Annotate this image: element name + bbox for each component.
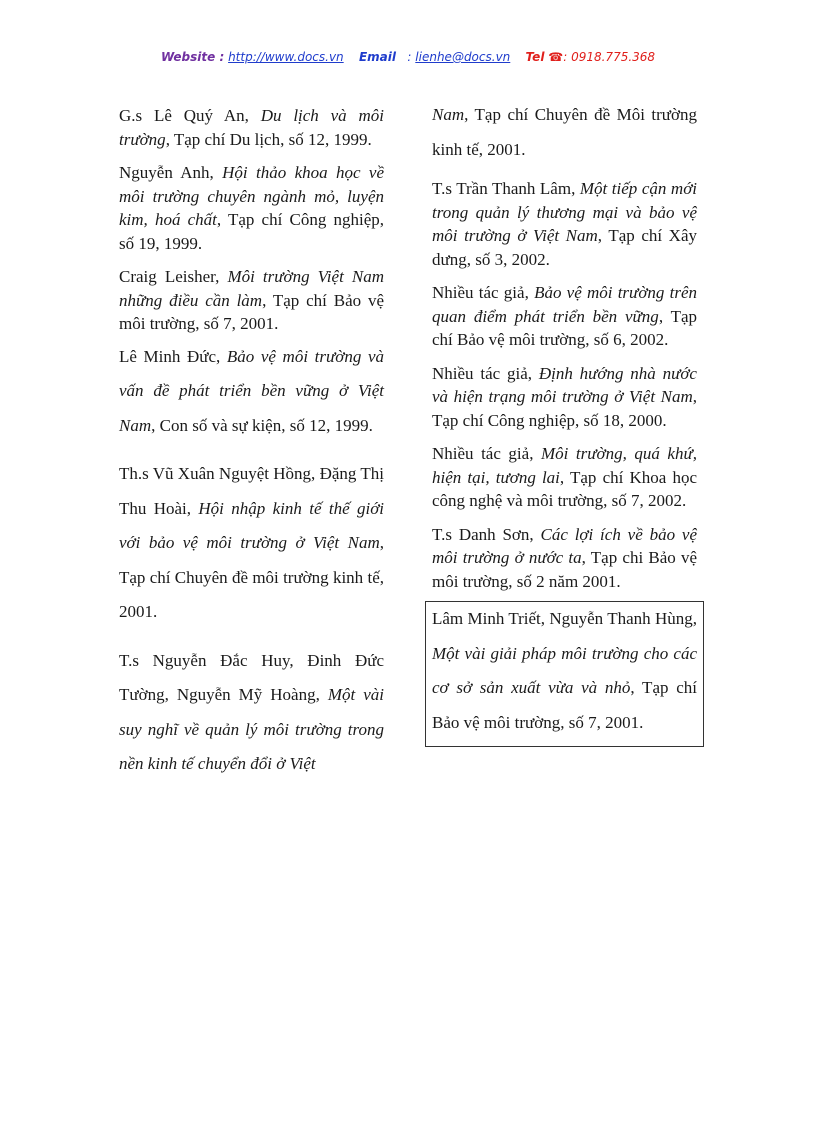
- entry-source: , Tạp chí Bảo vệ môi trường, số 6, 2002.: [432, 306, 697, 349]
- entry-source: , Con số và sự kiện, số 12, 1999.: [151, 415, 373, 435]
- entry-title: Một vài suy nghĩ về quản lý môi trường trong nền kinh tế chuyển đổi ở Việt: [119, 685, 384, 773]
- email-separator: :: [407, 50, 412, 64]
- entry-author: T.s Danh Sơn,: [432, 524, 541, 544]
- reference-entry: [119, 104, 384, 151]
- tel-label: Tel: [525, 50, 545, 64]
- entry-title: Du lịch và môi trường: [119, 106, 384, 149]
- entry-title: Một vài giải pháp môi trường cho các cơ sở sản xuất vừa và nhỏ: [432, 643, 697, 697]
- website-link[interactable]: http://www.docs.vn: [228, 50, 344, 64]
- highlighted-reference-box: [425, 601, 704, 747]
- entry-source: , Tạp chi Bảo vệ môi trường, số 2 năm 2001.: [432, 548, 698, 591]
- entry-title: Một tiếp cận mới trong quản lý thương mại và bảo vệ môi trường ở Việt Nam: [432, 179, 697, 245]
- reference-entry: [119, 161, 384, 255]
- entry-source: , Tạp chí Chuyên đề môi trường kinh tế, 2001.: [119, 533, 384, 621]
- entry-author: Craig Leisher,: [119, 267, 228, 286]
- entry-source: , Tạp chí Bảo vệ môi trường, số 7, 2001.: [432, 678, 697, 732]
- entry-title: Các lợi ích về bảo vệ môi trường ở nước ta: [432, 524, 697, 567]
- reference-entry: [432, 602, 697, 740]
- website-label: Website :: [160, 50, 225, 64]
- reference-entry: [119, 340, 384, 444]
- entry-author: G.s Lê Quý An,: [119, 106, 261, 125]
- entry-source: , Tạp chí Khoa học công nghệ và môi trường, số 7, 2002.: [432, 467, 698, 510]
- reference-entry: [432, 281, 697, 352]
- reference-entry-continued: [432, 98, 697, 167]
- tel-value: : 0918.775.368: [563, 50, 656, 64]
- email-label: Email: [358, 50, 396, 64]
- entry-author: Lê Minh Đức,: [119, 346, 227, 366]
- entry-title: Bảo vệ môi trường và vấn đề phát triển bền vững ở Việt Nam: [119, 346, 384, 435]
- entry-author: Nhiều tác giả,: [432, 283, 535, 302]
- phone-icon: ☎: [548, 50, 564, 64]
- entry-title: Nam: [432, 105, 465, 124]
- left-column: [119, 104, 384, 796]
- email-link[interactable]: lienhe@docs.vn: [415, 50, 511, 64]
- page-header: [0, 50, 816, 64]
- reference-entry: [119, 644, 384, 782]
- entry-title: Định hướng nhà nước và hiện trạng môi trường ở Việt Nam: [432, 363, 697, 406]
- entry-title: Hội nhập kinh tế thế giới với bảo vệ môi trường ở Việt Nam: [119, 498, 384, 552]
- entry-source: , Tạp chí Chuyên đề Môi trường kinh tế, 2001.: [432, 105, 697, 159]
- reference-entry: [119, 457, 384, 630]
- reference-entry: [119, 265, 384, 336]
- entry-title: Hội thảo khoa học về môi trường chuyên ngành mỏ, luyện kim, hoá chất: [119, 163, 384, 229]
- reference-entry: [432, 362, 697, 433]
- reference-entry: [432, 177, 697, 271]
- entry-title: Môi trường, quá khứ, hiện tại, tương lai: [432, 444, 697, 487]
- entry-source: , Tạp chí Xây dưng, số 3, 2002.: [432, 226, 697, 269]
- entry-author: Nguyễn Anh,: [119, 163, 223, 182]
- entry-source: , Tạp chí Công nghiệp, số 18, 2000.: [432, 387, 697, 430]
- reference-entry: [432, 523, 697, 594]
- entry-author: T.s Nguyễn Đắc Huy, Đinh Đức Tường, Nguyễn Mỹ Hoàng,: [119, 650, 384, 704]
- entry-author: Nhiều tác giả,: [432, 363, 539, 383]
- reference-entry: [432, 442, 697, 513]
- entry-source: , Tạp chí Công nghiệp, số 19, 1999.: [119, 210, 384, 253]
- entry-title: Bảo vệ môi trường trên quan điểm phát triển bền vững: [432, 283, 697, 326]
- entry-author: Nhiều tác giả,: [432, 444, 541, 463]
- entry-source: , Tạp chí Bảo vệ môi trường, số 7, 2001.: [119, 290, 384, 333]
- right-column: [432, 98, 697, 747]
- entry-author: Th.s Vũ Xuân Nguyệt Hồng, Đặng Thị Thu Hoài,: [119, 464, 384, 518]
- entry-author: Lâm Minh Triết, Nguyễn Thanh Hùng,: [432, 609, 697, 628]
- entry-title: Môi trường Việt Nam những điều cần làm: [119, 267, 384, 310]
- entry-source: , Tạp chí Du lịch, số 12, 1999.: [165, 129, 372, 149]
- entry-author: T.s Trần Thanh Lâm,: [432, 179, 580, 198]
